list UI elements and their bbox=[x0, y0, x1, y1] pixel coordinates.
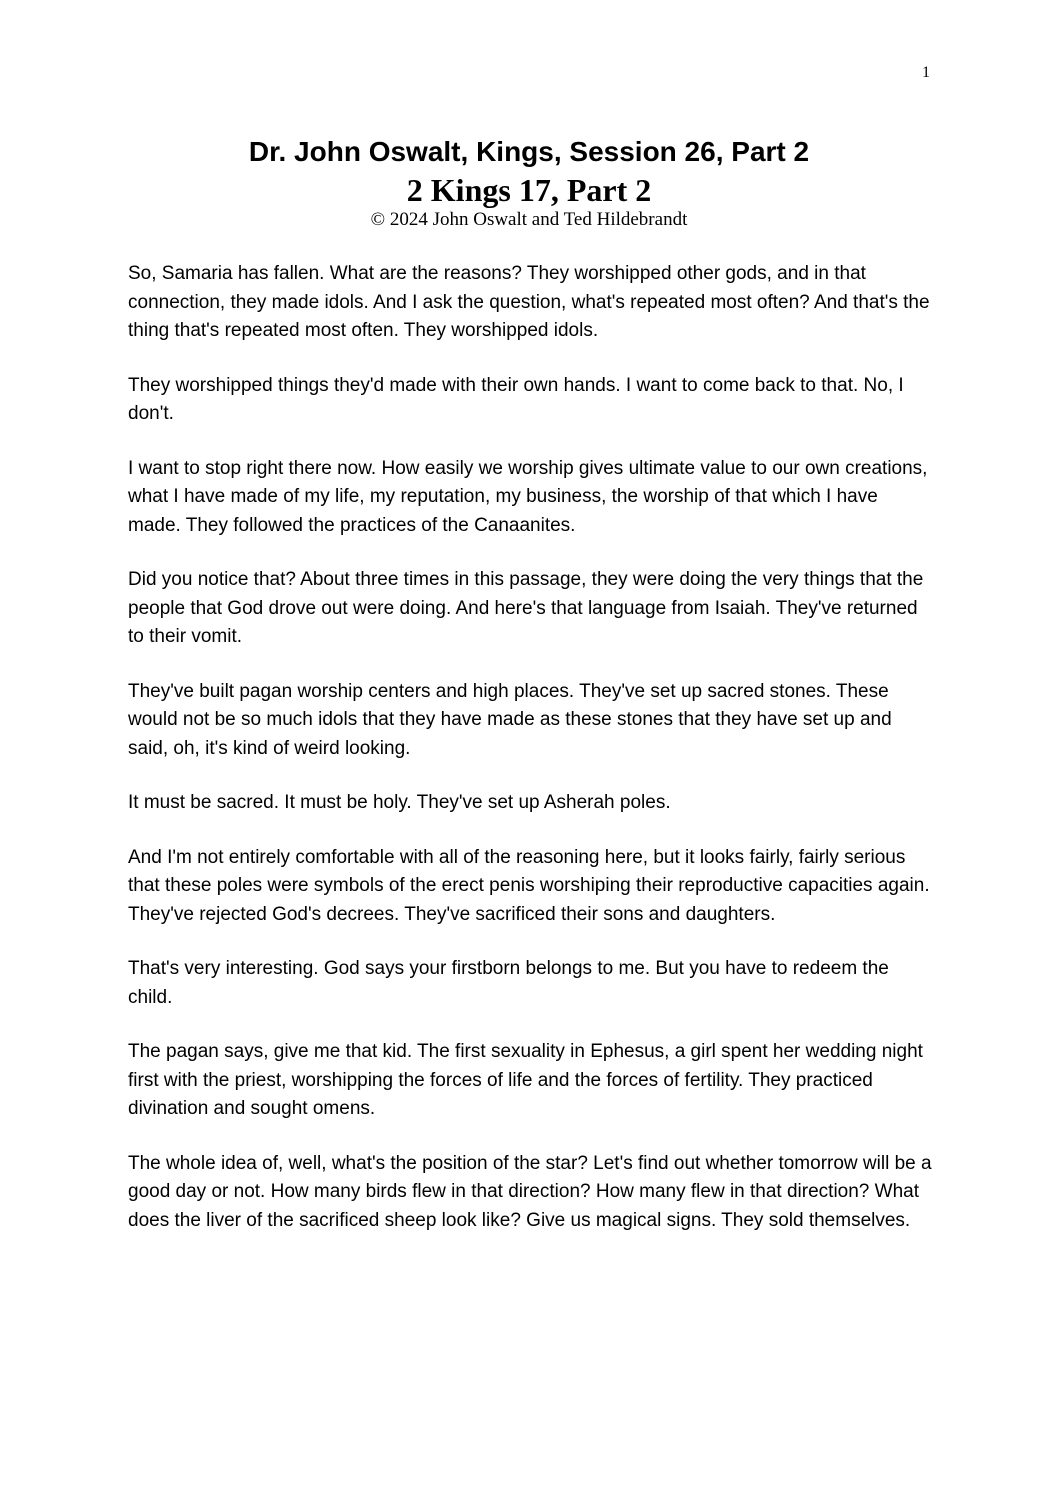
paragraph: Did you notice that? About three times in this passage, they were doing the very things that the people that God drove out were doing. And here's that language from Isaiah. They've returned to their vomit. bbox=[128, 569, 924, 647]
paragraph: The whole idea of, well, what's the position of the star? Let's find out whether tomorrow will be a good day or not. How many birds flew in that direction? How many flew in that direction? What does the liver of the sacrificed sheep look like? Give us magical signs. They sold themselves. bbox=[128, 1152, 932, 1231]
paragraph: I want to stop right there now. How easily we worship gives ultimate value to our own creations, what I have made of my life, my reputation, my business, the worship of that which I have made. They followed the practices of the Canaanites. bbox=[128, 457, 928, 536]
paragraph: They worshipped things they'd made with their own hands. I want to come back to that. No, I don't. bbox=[128, 374, 904, 424]
copyright-line: © 2024 John Oswalt and Ted Hildebrandt bbox=[370, 209, 688, 230]
document-title: Dr. John Oswalt, Kings, Session 26, Part 2 bbox=[248, 136, 810, 167]
document-subtitle: 2 Kings 17, Part 2 bbox=[406, 172, 652, 208]
paragraph: So, Samaria has fallen. What are the reasons? They worshipped other gods, and in that connection, they made idols. And I ask the question, what's repeated most often? And that's the thing that's repeated most often. They worshipped idols. bbox=[128, 263, 930, 341]
paragraph: It must be sacred. It must be holy. They've set up Asherah poles. bbox=[128, 792, 671, 813]
paragraph: They've built pagan worship centers and high places. They've set up sacred stones. These would not be so much idols that they have made as these stones that they have set up and said, oh, it's kind of weird looking. bbox=[128, 680, 892, 759]
paragraph: The pagan says, give me that kid. The first sexuality in Ephesus, a girl spent her wedding night first with the priest, worshipping the forces of life and the forces of fertility. They practiced divination and sought omens. bbox=[128, 1041, 923, 1119]
paragraph: That's very interesting. God says your firstborn belongs to me. But you have to redeem the child. bbox=[128, 958, 889, 1008]
paragraph: And I'm not entirely comfortable with all of the reasoning here, but it looks fairly, fairly serious that these poles were symbols of the erect penis worshiping their reproductive capacities again. They've rejected God's decrees. They've sacrificed their sons and daughters. bbox=[128, 846, 930, 925]
transcript-body bbox=[128, 260, 933, 1261]
document-header bbox=[0, 134, 1058, 232]
page-number: 1 bbox=[922, 64, 930, 81]
